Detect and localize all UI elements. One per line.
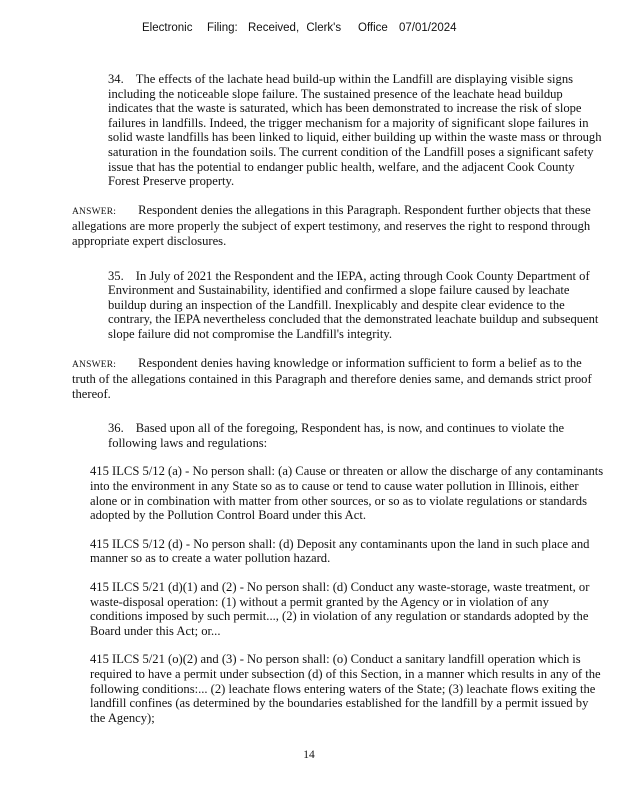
page-number: 14 [303,749,315,761]
violation-item [72,537,604,566]
answer-34 [72,203,604,249]
paragraph-number: 36. [108,421,124,436]
paragraph-text: In July of 2021 the Respondent and the IEPA, acting through Cook County Department of Environment and Sustainability, identified and confirmed a slope failure caused by leachate buildup during an inspection of the Landfill. Inexplicably and despite clear evidence to the contrary, the IEPA nevertheless concluded that the demonstrated leachate buildup and subsequent slope failure did not compromise the Landfill's integrity. [108,268,599,341]
paragraph-text: The effects of the lachate head build-up within the Landfill are displaying visible signs including the noticeable slope failure. The sustained presence of the leachate head buildup indicates that the waste is saturated, which has been demonstrated to increase the risk of slope failures in landfills. Indeed, the trigger mechanism for a majority of significant slope failures in solid waste landfills has been linked to liquid, either building up within the waste mass or through saturation in the foundation soils. The current condition of the Landfill poses a significant safety issue that has the potential to endanger public health, welfare, and the adjacent Cook County Forest Preserve property. [108,72,602,189]
answer-label: ANSWER: [72,359,117,370]
answer-text: Respondent denies having knowledge or information sufficient to form a belief as to the truth of the allegations contained in this Paragraph and therefore denies same, and demands strict proof thereof. [72,355,592,401]
paragraph-number: 35. [108,268,124,283]
violation-item [72,464,604,522]
violation-item [72,580,604,638]
answer-label: ANSWER: [72,206,117,217]
paragraph-number: 34. [108,72,124,86]
header-office: Office [358,22,388,34]
header-date: 07/01/2024 [399,22,457,34]
answer-text: Respondent denies the allegations in this Paragraph. Respondent further objects that these allegations are more properly the subject of expert testimony, and reserves the right to respond through appropriate expert disclosures. [72,202,591,248]
violation-item [72,652,604,725]
paragraph-36 [72,421,604,450]
answer-35 [72,356,604,402]
violation-text: 415 ILCS 5/12 (a) - No person shall: (a) Cause or threaten or allow the discharge of any contaminants into the environment in any State so as to cause or tend to cause water pollution in Illinois, either alone or in combination with matter from other sources, or so as to violate regulations or standards adopted by the Pollution Control Board under this Act. [90,464,604,523]
document-body [72,72,604,725]
header-electronic: Electronic [142,22,193,34]
header-filing: Filing: [207,22,238,34]
violation-text: 415 ILCS 5/21 (d)(1) and (2) - No person shall: (d) Conduct any waste-storage, waste treatment, or waste-disposal operation: (1) without a permit granted by the Agency or in violation of any conditions imposed by such permit..., (2) in violation of any regulation or standards adopted by the Board under this Act; or... [90,580,590,638]
violation-text: 415 ILCS 5/12 (d) - No person shall: (d) Deposit any contaminants upon the land in such place and manner so as to create a water pollution hazard. [90,536,590,566]
paragraph-34 [72,72,604,189]
violation-text: 415 ILCS 5/21 (o)(2) and (3) - No person shall: (o) Conduct a sanitary landfill operation which is required to have a permit under subsection (d) of this Section, in a manner which results in any of the following conditions:... (2) leachate flows entering waters of the State; (3) leachate flows exiting the landfill confines (as determined by the boundaries established for the landfill by a permit issued by the Agency); [90,652,601,725]
header-received: Received, Clerk's [248,22,342,34]
paragraph-text: Based upon all of the foregoing, Respondent has, is now, and continues to violate the following laws and regulations: [108,421,565,450]
paragraph-35 [72,269,604,342]
